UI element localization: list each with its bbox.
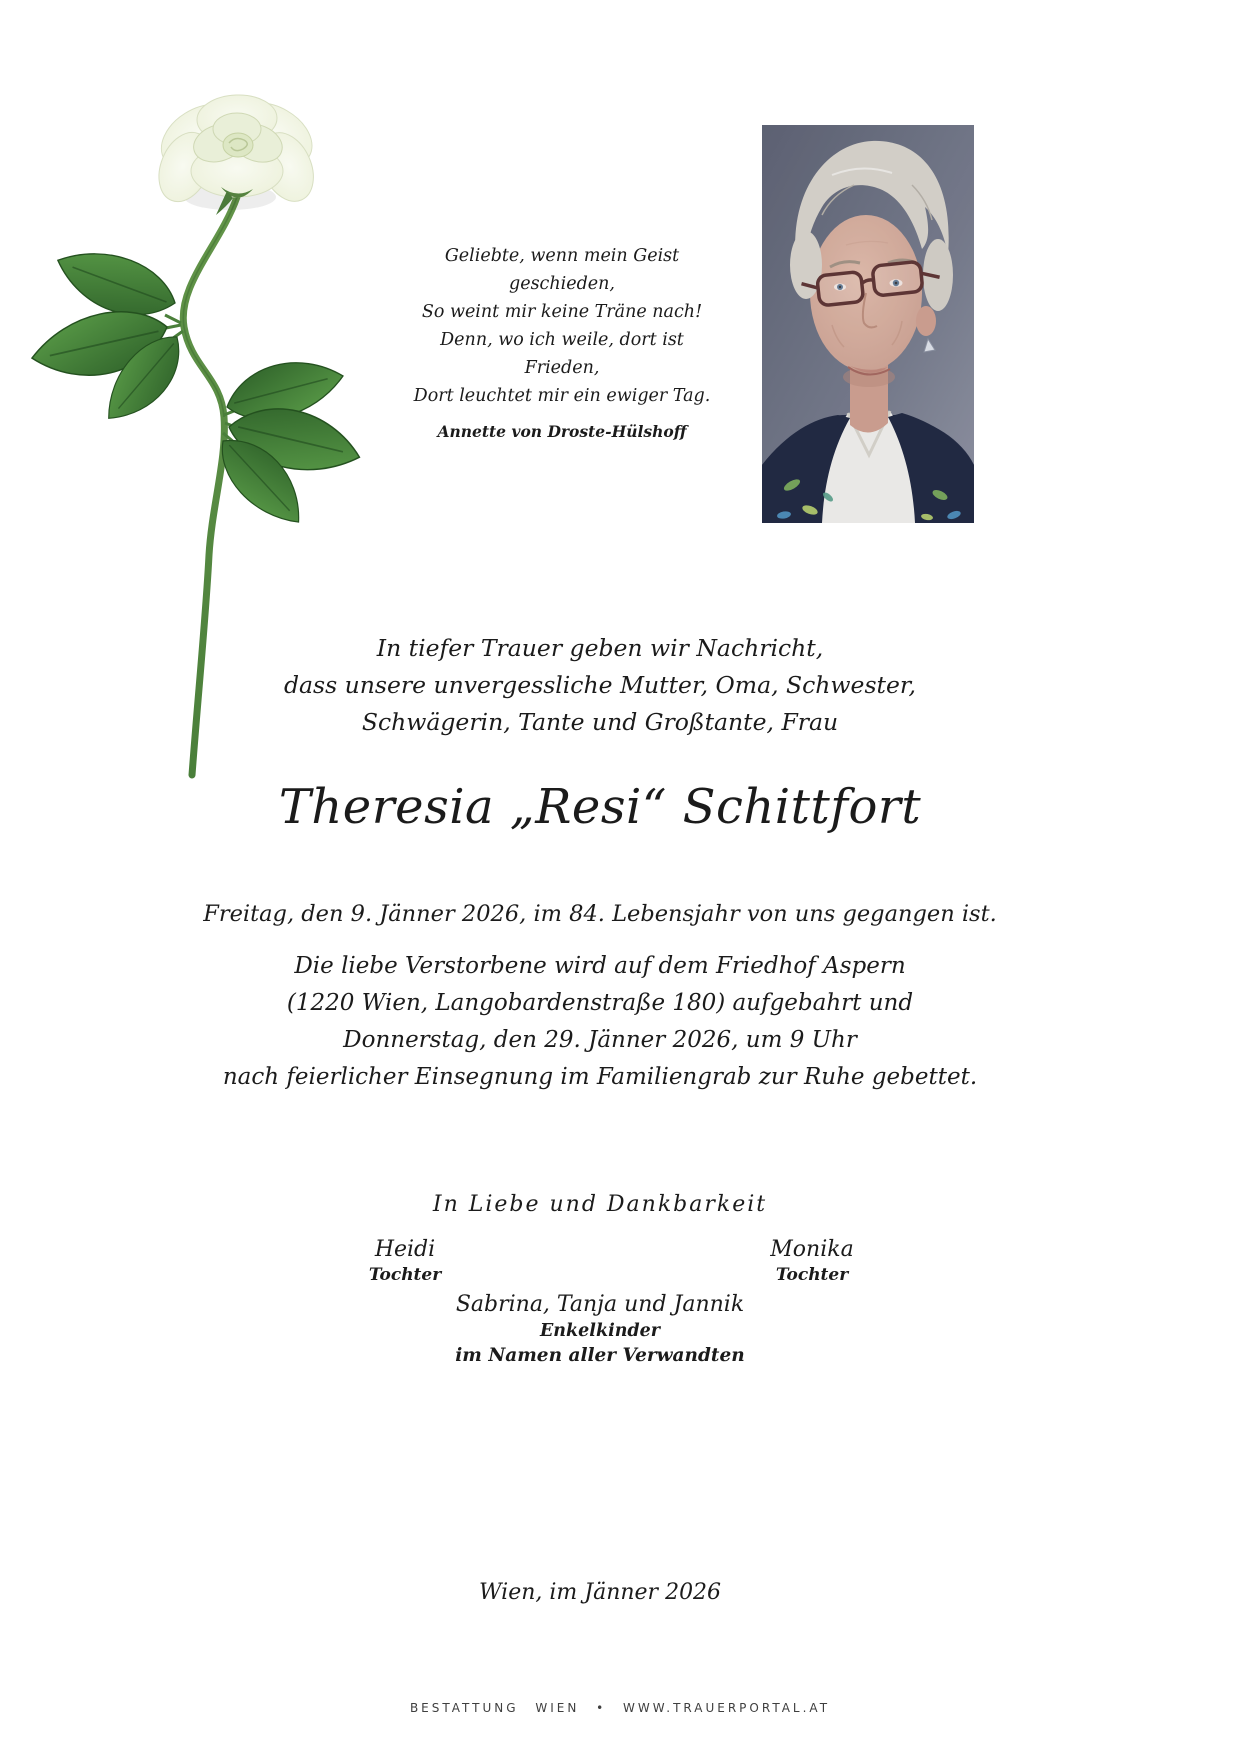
- announcement-line: Schwägerin, Tante und Großtante, Frau: [361, 708, 839, 736]
- rose-leaves-lower: [209, 354, 365, 539]
- mourner-right: [712, 1236, 912, 1286]
- photo-color-cast: [762, 125, 974, 523]
- grandchildren-relation: Enkelkinder: [539, 1321, 661, 1341]
- mourner-relation: Tochter: [368, 1265, 442, 1285]
- place-date-block: [100, 1578, 1100, 1608]
- funeral-line: nach feierlicher Einsegnung im Familiengrab zur Ruhe gebettet.: [222, 1064, 978, 1090]
- portrait-svg: [762, 125, 974, 523]
- poem-author: Annette von Droste-Hülshoff: [437, 422, 687, 441]
- mourners-closing: im Namen aller Verwandten: [455, 1345, 745, 1366]
- grandchildren-names: Sabrina, Tanja und Jannik: [455, 1292, 745, 1317]
- mourner-left: [305, 1236, 505, 1286]
- mourners-heading: In Liebe und Dankbarkeit: [432, 1192, 768, 1217]
- poem-line: Denn, wo ich weile, dort ist Frieden,: [440, 330, 684, 378]
- mourners-row: [100, 1236, 1100, 1291]
- rose-bloom: [149, 90, 323, 215]
- place-date: Wien, im Jänner 2026: [478, 1580, 722, 1605]
- announcement-line: dass unsere unvergessliche Mutter, Oma, Schwester,: [284, 671, 916, 699]
- mourner-name: Monika: [770, 1237, 854, 1262]
- memorial-poem: [407, 242, 717, 446]
- portrait-photo: [762, 125, 974, 523]
- mourner-name: Heidi: [374, 1237, 436, 1262]
- funeral-line: Donnerstag, den 29. Jänner 2026, um 9 Uhr: [343, 1027, 857, 1053]
- deceased-name: Theresia „Resi“ Schittfort: [278, 779, 922, 835]
- passing-line: Freitag, den 9. Jänner 2026, im 84. Lebensjahr von uns gegangen ist.: [203, 901, 997, 927]
- funeral-line: Die liebe Verstorbene wird auf dem Friedhof Aspern: [294, 953, 906, 979]
- poem-line: So weint mir keine Träne nach!: [421, 302, 703, 322]
- poem-line: Dort leuchtet mir ein ewiger Tag.: [413, 386, 711, 406]
- announcement-line: In tiefer Trauer geben wir Nachricht,: [376, 634, 824, 662]
- funeral-details: [100, 948, 1100, 1096]
- footer-brand: BESTATTUNG WIEN • WWW.TRAUERPORTAL.AT: [409, 1701, 831, 1715]
- announcement: [100, 630, 1100, 741]
- rose-leaves-upper: [27, 232, 197, 432]
- poem-line: Geliebte, wenn mein Geist geschieden,: [444, 246, 680, 294]
- mourners: [100, 1190, 1100, 1369]
- mourner-relation: Tochter: [775, 1265, 849, 1285]
- passing-info: [100, 898, 1100, 930]
- funeral-line: (1220 Wien, Langobardenstraße 180) aufgebahrt und: [286, 990, 914, 1016]
